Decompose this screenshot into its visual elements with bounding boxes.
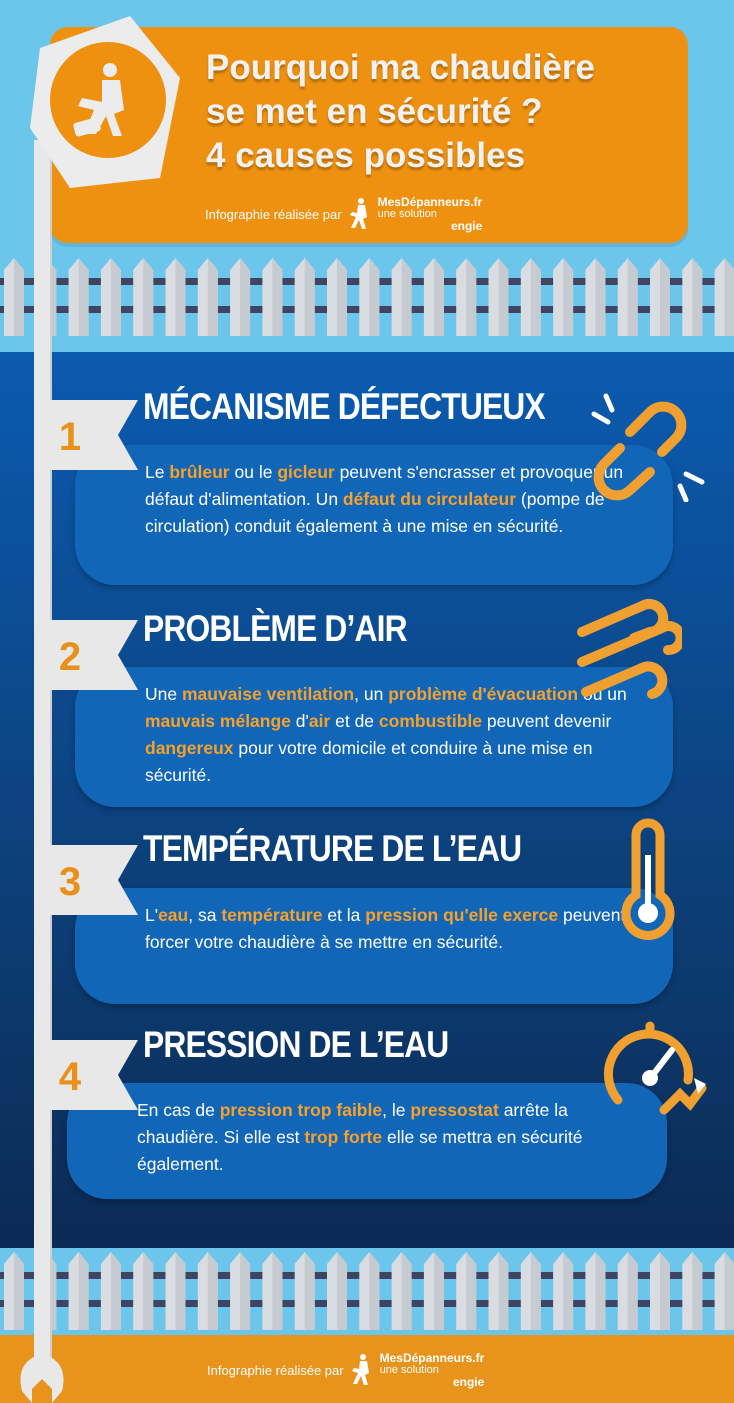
section-title: TEMPÉRATURE DE L’EAU bbox=[143, 828, 522, 869]
highlight-text: pression trop faible bbox=[219, 1100, 383, 1120]
thermometer-icon bbox=[608, 815, 688, 950]
brand-logo bbox=[380, 1352, 485, 1388]
highlight-text: mauvaise ventilation bbox=[181, 684, 355, 704]
highlight-text: eau bbox=[158, 905, 189, 925]
body-text: Une bbox=[145, 684, 182, 704]
title-line: 4 causes possibles bbox=[206, 136, 526, 175]
body-text: ou un bbox=[578, 684, 627, 704]
highlight-text: gicleur bbox=[277, 462, 335, 482]
brand-partner: engie bbox=[452, 1375, 485, 1389]
body-text: Le bbox=[145, 462, 170, 482]
brand-name: MesDépanneurs.fr bbox=[377, 195, 483, 209]
body-text: et la bbox=[322, 905, 366, 925]
bottom-fence bbox=[0, 1252, 734, 1334]
credit-text: Infographie réalisée par bbox=[205, 206, 342, 222]
section-card bbox=[67, 1083, 667, 1199]
highlight-text: température bbox=[221, 905, 323, 925]
section-description bbox=[145, 902, 643, 956]
wrench-pole bbox=[34, 140, 50, 1370]
title-line: se met en sécurité ? bbox=[206, 92, 543, 131]
highlight-text: mauvais mélange bbox=[145, 711, 291, 731]
section-description bbox=[145, 681, 643, 789]
body-text: L' bbox=[145, 905, 159, 925]
section-title: PRESSION DE L’EAU bbox=[143, 1024, 449, 1065]
body-text: pour votre domicile et conduire à une mise en sécurité. bbox=[145, 738, 593, 785]
body-text: peuvent s'encrasser et provoquer un défaut d'alimentation. Un bbox=[145, 462, 624, 509]
body-text: , sa bbox=[188, 905, 222, 925]
highlight-text: air bbox=[308, 711, 331, 731]
top-fence bbox=[0, 258, 734, 340]
brand-sub: une solution bbox=[379, 1364, 439, 1376]
brand-partner: engie bbox=[450, 219, 483, 233]
footer-credit bbox=[207, 1352, 484, 1388]
highlight-text: défaut du circulateur bbox=[342, 489, 517, 509]
body-text: ou le bbox=[229, 462, 278, 482]
section-number: 3 bbox=[58, 860, 82, 904]
body-text: d' bbox=[290, 711, 309, 731]
broken-chain-icon bbox=[590, 392, 710, 507]
highlight-text: pressostat bbox=[410, 1100, 499, 1120]
section-number: 4 bbox=[58, 1055, 82, 1099]
credit-text: Infographie réalisée par bbox=[207, 1362, 344, 1378]
body-text: peuvent devenir bbox=[481, 711, 612, 731]
highlight-text: trop forte bbox=[304, 1127, 383, 1147]
body-text: arrête la chaudière. Si elle est bbox=[137, 1100, 568, 1147]
section-description bbox=[145, 459, 643, 540]
section-card bbox=[75, 888, 673, 1004]
section-number: 1 bbox=[58, 415, 82, 459]
wind-icon bbox=[572, 592, 682, 717]
section-title: PROBLÈME D’AIR bbox=[143, 608, 407, 649]
highlight-text: combustible bbox=[378, 711, 482, 731]
body-text: , le bbox=[382, 1100, 411, 1120]
pressure-gauge-icon bbox=[598, 1020, 708, 1135]
repairman-logo-icon bbox=[350, 1353, 374, 1387]
highlight-text: pression qu'elle exerce bbox=[365, 905, 559, 925]
section-description bbox=[137, 1097, 637, 1178]
brand-logo bbox=[378, 196, 483, 232]
nut-logo-badge bbox=[10, 8, 184, 188]
section-card bbox=[75, 445, 673, 585]
highlight-text: dangereux bbox=[145, 738, 234, 758]
section-title: MÉCANISME DÉFECTUEUX bbox=[143, 386, 545, 427]
brand-name: MesDépanneurs.fr bbox=[379, 1351, 485, 1365]
body-text: , un bbox=[354, 684, 389, 704]
wrench-head-icon bbox=[10, 1345, 74, 1403]
body-text: (pompe de circulation) conduit également à une mise en sécurité. bbox=[145, 489, 605, 536]
body-text: elle se mettra en sécurité également. bbox=[137, 1127, 583, 1174]
body-text: peuvent forcer votre chaudière à se mettre en sécurité. bbox=[145, 905, 626, 952]
body-text: et de bbox=[330, 711, 379, 731]
highlight-text: brûleur bbox=[169, 462, 230, 482]
brand-sub: une solution bbox=[377, 208, 437, 220]
title-line: Pourquoi ma chaudière bbox=[206, 48, 595, 87]
repairman-logo-icon bbox=[348, 197, 372, 231]
header-credit bbox=[205, 196, 482, 232]
section-number: 2 bbox=[58, 635, 82, 679]
body-text: En cas de bbox=[137, 1100, 220, 1120]
page-title bbox=[206, 46, 686, 178]
highlight-text: problème d'évacuation bbox=[388, 684, 579, 704]
